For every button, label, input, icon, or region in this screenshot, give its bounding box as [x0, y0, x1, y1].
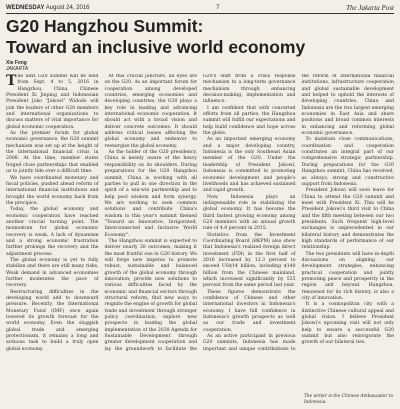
masthead-rule: [6, 13, 394, 14]
publication-name: The Jakarta Post: [346, 3, 394, 12]
paragraph-text: The global economy is yet to fully stabilize and there are still many risks. Weak demand in advanced economies further moderates the pace of recovery.: [6, 257, 99, 289]
article-paragraph: [6, 258, 99, 290]
paragraph-text: I am confident that with concerted efforts from all parties, the Hangzhou summit will fulfill our expectations and help build confidence and hope across the globe.: [203, 105, 296, 137]
author-footnote: The writer is the Chinese Ambassador to Indonesia.: [304, 394, 394, 405]
article-paragraph: [105, 74, 198, 150]
article-paragraph: [302, 302, 395, 346]
article-paragraph: [302, 137, 395, 188]
paragraph-text: As the holder of the G20 presidency, China is keenly aware of the heavy responsibility on its shoulders. During preparations for the G20 Hangzhou summit, China is working with all parties to pull in one direction in the spirit of a win-win partnership and to help pool wisdom and form synergy. We are working to seek common solutions and contribute China's wisdom to this year's summit themed "Toward an Innovative, Invigorated, Interconnected and Inclusive World Economy".: [104, 150, 197, 238]
article-paragraph: [203, 195, 296, 233]
paragraph-text: It is a cosmopolitan city with a distinctive Chinese cultural appeal and global vision. I believe President Jokowi's upcoming visit will not only help to ensure a successful G20 summit but also reinvigorate the growth of our bilateral ties.: [301, 302, 394, 346]
issue-day: WEDNESDAY: [6, 4, 45, 11]
article-body: [6, 74, 394, 404]
paragraph-text: To maintain close communications, coordination and cooperation constitutes an integral part of our comprehensive strategic partnership. During preparations for the G20 Hangzhou summit, China has received, as always, strong and constructive support from Indonesia.: [301, 137, 394, 187]
paragraph-text: At this crucial juncture, all eyes are on the G20. As an important forum for cooperation among developed countries, emerging economies and developing countries, the G20 plays a key role in leading and advancing international economic cooperation. It should act with a broad vision and deliver concrete outcomes. It should address critical issues affecting the global economy and endeavor to reenergize the global economy.: [104, 74, 197, 149]
masthead-bar: [6, 3, 394, 12]
issue-date-rest: August 24, 2016: [45, 4, 90, 11]
paragraph-text: As an active participant in previous G20 summits, Indonesia has made important and unique contributions to the reform of international financial institutions, infrastructure cooperation and global sustainable development and helped to uphold the interests of developing countries. China and Indonesia are the two largest emerging economies in East Asia and share positions and broad common interests in enhancing and reforming global economic governance.: [203, 74, 394, 352]
article-paragraph: [203, 290, 296, 334]
article-paragraph: [203, 106, 296, 138]
paragraph-text: As an important emerging economy and a major developing country, Indonesia is the only Southeast Asian member of the G20. Under the leadership of President Jokowi, Indonesia is committed to promoting economic development and people's livelihoods and has achieved sustained and rapid growth.: [203, 137, 296, 194]
article-paragraph: [6, 207, 99, 258]
author-name: Xie Feng: [6, 60, 27, 66]
byline: [6, 60, 28, 72]
paragraph-text: Statistics from the Investment Coordinating Board (BKPM) also show that Indonesia's realized foreign direct investment (FDI) in the first half of 2016 increased by 12.3 percent to exceed US$14 billion, including $140 billion from the Chinese mainland, which increased significantly by 535 percent from the same period last year.: [203, 232, 296, 289]
drop-cap: T: [6, 74, 17, 89]
article-paragraph: [6, 290, 99, 353]
issue-date: [6, 5, 90, 11]
paragraph-text: he next G20 summit will be held from Sept. 4 to 5, 2016 in Hangzhou, China. Chinese President Xi Jinping and Indonesian President Joko "Jokowi" Widodo will join the leaders of other G20 members and international organizations to discuss matters of vital importance for global economic cooperation.: [6, 74, 99, 130]
paragraph-text: Today, the global economy and economic cooperation have reached another crucial turning point. The momentum for global economic recovery is weak. A lack of dynamism and a strong economic frustration further prolongs the recovery and the adjustment process.: [6, 207, 99, 257]
paragraph-text: The Hangzhou summit is expected to deliver nearly 30 outcomes, making it the most fruitful one in G20 history. We will forge new impetus to promote robust, sustainable and balanced growth of the global economy through innovation; provide new solutions to various difficulties faced by the economic and financial sectors through structural reform; find new ways to reignite the engine of growth for global trade and investment through stronger policy coordination; explore new prospects in leading the global implementation of the 2030 Agenda for Sustainable Development through greater development cooperation and lay the groundwork to facilitate the G20's shift from a crisis response mechanism to a long-term governance mechanism through enhancing decision-making, implementation and influence.: [104, 74, 296, 352]
headline-line-2: Toward an inclusive world economy: [6, 37, 306, 57]
article-paragraph: [203, 233, 296, 290]
dateline: JAKARTA: [6, 66, 29, 72]
paragraph-text: Restructuring difficulties in the developing world add to downward pressure. Recently, the International Monetary Fund (IMF) once again lowered its growth forecast for the world economy. Even the sluggish global trade and emerging protectionism, it remains a long and arduous task to build a truly open global economy.: [6, 289, 99, 352]
article-paragraph: [203, 137, 296, 194]
article-paragraph: [302, 188, 395, 251]
paragraph-text: These figures demonstrate the confidence of Chinese and other international investors in Indonesia's economy. I have full confidence in Indonesia's growth prospects as well as our trade and investment cooperation.: [203, 289, 296, 333]
headline-line-1: G20 Hangzhou Summit:: [6, 16, 204, 36]
paragraph-text: President Jokowi will soon leave for China to attend the G20 summit and meet with President Xi. This will be President Jokowi's third visit to China and the fifth meeting between our two presidents. Such frequent high-level exchanges is unprecedented in our bilateral history and demonstrates the high standards of performance of our relationship.: [301, 188, 394, 251]
article-paragraph: [6, 131, 99, 175]
paragraph-text: We have coordinated monetary and fiscal policies, pushed ahead reform of international financial institutions and brought the world economy back from the precipice.: [6, 175, 99, 206]
paragraph-text: Now, Indonesia plays an indispensable role in stabilizing the global economy. It has become the third fastest growing economy among G20 members with an annual growth rate of 4.8 percent in 2015.: [203, 194, 296, 232]
article-paragraph: [6, 74, 99, 131]
headline: [6, 16, 394, 58]
page-number: 7: [216, 4, 220, 11]
article-paragraph: [105, 150, 198, 239]
article-paragraph: [302, 252, 395, 303]
paragraph-text: The two presidents will have in-depth discussions on aligning our development strategies, enhancing practical cooperation and jointly promoting peace and prosperity in the region and beyond. Hangzhou, renowned for its rich history, is also a city of innovation.: [301, 251, 394, 302]
paragraph-text: As the premier forum for global economic governance, the G20 summit mechanism was set up at the height of the international financial crisis in 2008. At the time, member states forged close partnerships that enabled us to jointly tide over a difficult time.: [6, 131, 99, 175]
article-paragraph: [6, 176, 99, 208]
